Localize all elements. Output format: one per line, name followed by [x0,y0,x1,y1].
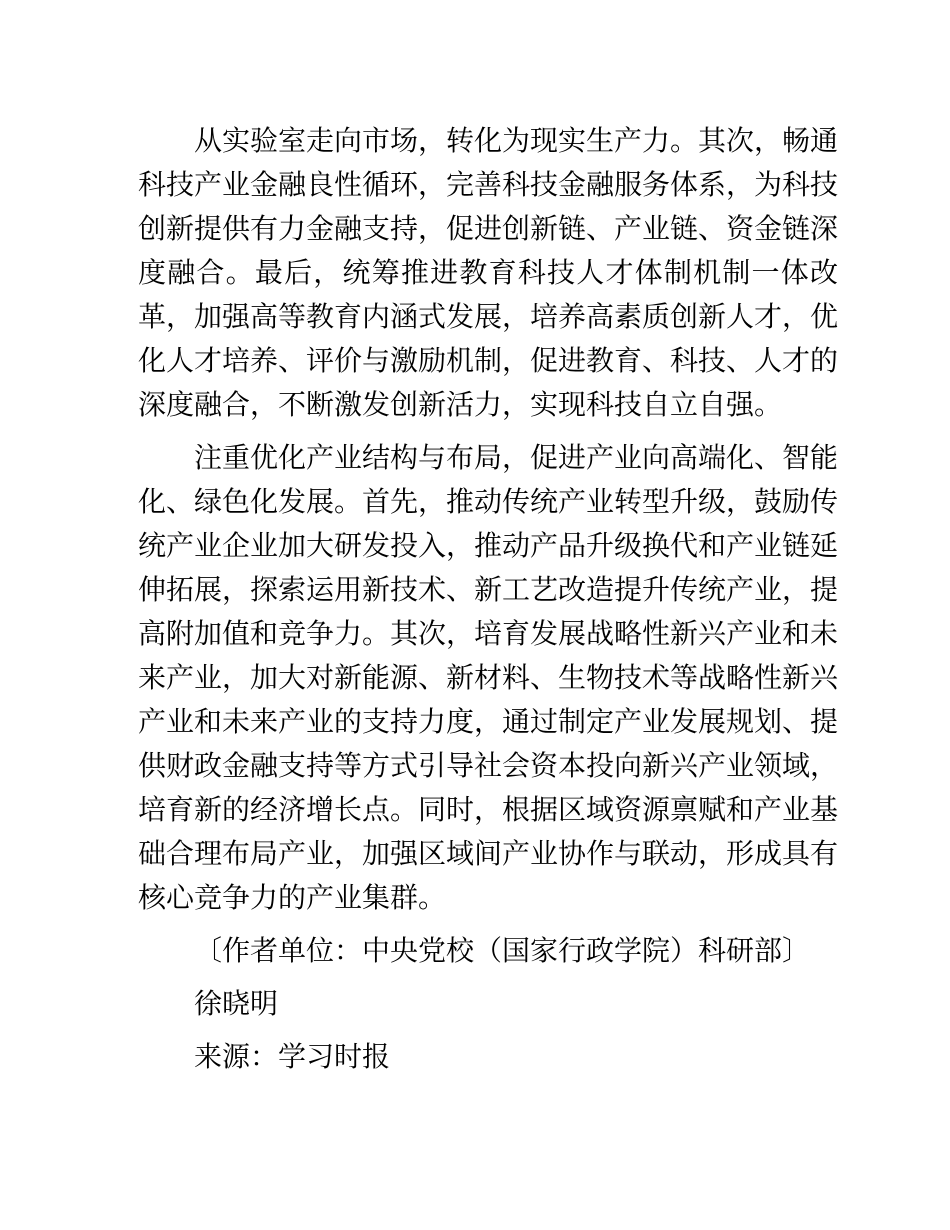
document-body [138,119,838,1088]
source-line: 来源：学习时报 [194,1041,391,1072]
author-name-line: 徐晓明 [194,988,279,1019]
paragraph-industry-structure: 注重优化产业结构与布局，促进产业向高端化、智能化、绿色化发展。首先，推动传统产业转型升级，鼓励传统产业企业加大研发投入，推动产品升级换代和产业链延伸拓展，探索运用新技术、新工艺改造提升传统产业，提高附加值和竞争力。其次，培育发展战略性新兴产业和未来产业，加大对新能源、新材料、生物技术等战略性新兴产业和未来产业的支持力度，通过制定产业发展规划、提供财政金融支持等方式引导社会资本投向新兴产业领域，培育新的经济增长点。同时，根据区域资源禀赋和产业基础合理布局产业，加强区域间产业协作与联动，形成具有核心竞争力的产业集群。 [138,442,839,913]
author-affiliation-line: 〔作者单位：中央党校（国家行政学院）科研部〕 [194,935,811,966]
paragraph-science-tech-finance: 从实验室走向市场，转化为现实生产力。其次，畅通科技产业金融良性循环，完善科技金融服务体系，为科技创新提供有力金融支持，促进创新链、产业链、资金链深度融合。最后，统筹推进教育科技人才体制机制一体改革，加强高等教育内涵式发展，培养高素质创新人才，优化人才培养、评价与激励机制，促进教育、科技、人才的深度融合，不断激发创新活力，实现科技自立自强。 [138,125,839,420]
